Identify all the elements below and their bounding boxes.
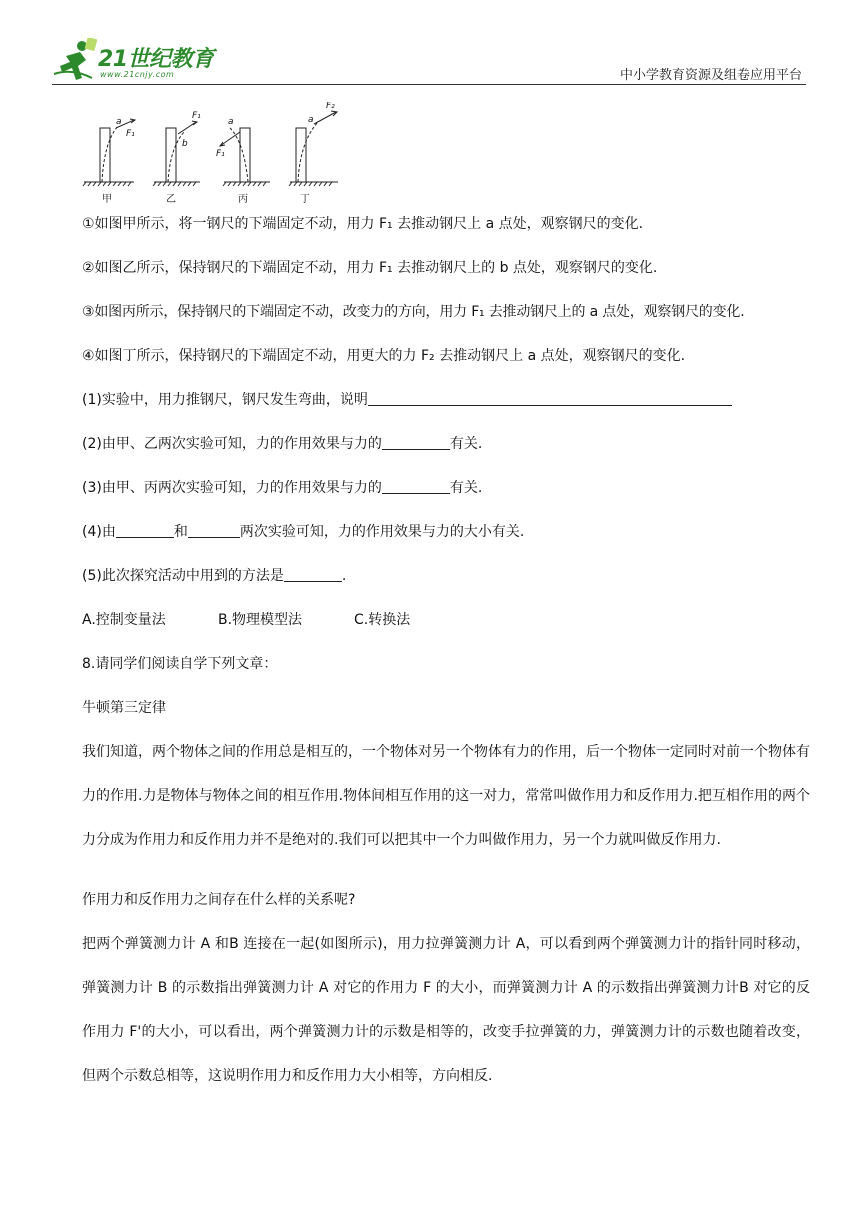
label-a-jia: a	[116, 117, 122, 127]
answer-blank-2[interactable]	[382, 435, 450, 450]
article-body	[82, 730, 810, 1098]
label-a-ding: a	[308, 115, 314, 125]
caption-jia: 甲	[102, 194, 112, 205]
answer-blank-5[interactable]	[284, 567, 342, 582]
logo-url: www.21cnjy.com	[100, 70, 175, 79]
figure-bing	[220, 128, 270, 186]
label-f1-yi: F₁	[192, 111, 201, 121]
platform-name: 中小学教育资源及组卷应用平台	[619, 68, 802, 83]
site-logo	[52, 38, 232, 84]
option-a[interactable]: A.控制变量法	[82, 612, 166, 628]
answer-blank-4b[interactable]	[188, 523, 240, 538]
caption-bing: 丙	[238, 194, 248, 205]
runner-logo-icon	[52, 38, 98, 84]
header-divider	[52, 84, 806, 85]
question-4-text: 两次实验可知，力的作用效果与力的大小有关.	[239, 524, 525, 540]
ruler-diagram	[82, 102, 352, 212]
question-5	[82, 566, 812, 586]
article-title: 牛顿第三定律	[82, 700, 166, 716]
question-2-text: (2)由甲、乙两次实验可知，力的作用效果与力的	[82, 436, 382, 452]
article-paragraph-2-text: 把两个弹簧测力计 A 和B 连接在一起(如图所示)，用力拉弹簧测力计 A，可以看到两个弹簧测力计的指针同时移动，弹簧测力计 B 的示数指出弹簧测力计 A 对它的作用力 F 的大小，而弹簧测力计 A 的示数指出弹簧测力计B 对它的反作用力 F'的大小，可以看出，两个弹簧测力计的示数是相等的，改变手拉弹簧的力，弹簧测力计的示数也随着改变，但两个示数总相等，这说明作用力和反作用力大小相等，方向相反.	[82, 936, 810, 1084]
option-b[interactable]: B.物理模型法	[218, 612, 303, 628]
question-4-mid: 和	[173, 524, 188, 540]
article-paragraph-1-text: 我们知道，两个物体之间的作用总是相互的，一个物体对另一个物体有力的作用，后一个物体一定同时对前一个物体有力的作用.力是物体与物体之间的相互作用.物体间相互作用的这一对力，常常叫做作用力和反作用力.把互相作用的两个力分成为作用力和反作用力并不是绝对的.我们可以把其中一个力叫做作用力，另一个力就叫做反作用力.	[82, 744, 810, 848]
answer-blank-3[interactable]	[382, 479, 450, 494]
label-b-yi: b	[182, 139, 188, 149]
article-paragraph-1	[82, 730, 810, 862]
question-4-prefix: (4)由	[82, 524, 116, 540]
document-body	[82, 214, 812, 1122]
caption-yi: 乙	[166, 194, 176, 205]
answer-options	[82, 610, 812, 630]
question-3-text: (3)由甲、丙两次实验可知，力的作用效果与力的	[82, 480, 382, 496]
step-3: ③如图丙所示，保持钢尺的下端固定不动，改变力的方向，用力 F₁ 去推动钢尺上的 a 点处，观察钢尺的变化.	[82, 304, 745, 320]
label-f1-jia: F₁	[126, 129, 135, 139]
article-paragraph-2	[82, 922, 810, 1098]
question-5-text: (5)此次探究活动中用到的方法是	[82, 568, 284, 584]
label-a-bing: a	[228, 117, 234, 127]
label-f2-ding: F₂	[326, 102, 335, 111]
step-1: ①如图甲所示，将一钢尺的下端固定不动，用力 F₁ 去推动钢尺上 a 点处，观察钢尺的变化.	[82, 216, 644, 232]
article-question: 作用力和反作用力之间存在什么样的关系呢?	[82, 892, 356, 908]
option-c[interactable]: C.转换法	[354, 612, 411, 628]
label-f1-bing: F₁	[216, 149, 225, 159]
question-3	[82, 478, 812, 498]
answer-blank-1[interactable]	[368, 391, 732, 406]
question-2	[82, 434, 812, 454]
question-8-intro: 8.请同学们阅读自学下列文章：	[82, 656, 278, 672]
caption-ding: 丁	[300, 194, 310, 205]
question-4	[82, 522, 812, 542]
question-2-suffix: 有关.	[449, 436, 483, 452]
step-4: ④如图丁所示，保持钢尺的下端固定不动，用更大的力 F₂ 去推动钢尺上 a 点处，观察钢尺的变化.	[82, 348, 686, 364]
figure-yi	[153, 121, 200, 186]
question-5-suffix: .	[341, 568, 347, 584]
step-2: ②如图乙所示，保持钢尺的下端固定不动，用力 F₁ 去推动钢尺上的 b 点处，观察钢尺的变化.	[82, 260, 658, 276]
question-3-suffix: 有关.	[449, 480, 483, 496]
question-1	[82, 390, 812, 410]
question-1-text: (1)实验中，用力推钢尺，钢尺发生弯曲，说明	[82, 392, 368, 408]
answer-blank-4a[interactable]	[116, 523, 174, 538]
ruler-experiment-figure	[82, 102, 352, 212]
page-header	[0, 0, 860, 90]
logo-title: 21世纪教育	[98, 47, 214, 72]
